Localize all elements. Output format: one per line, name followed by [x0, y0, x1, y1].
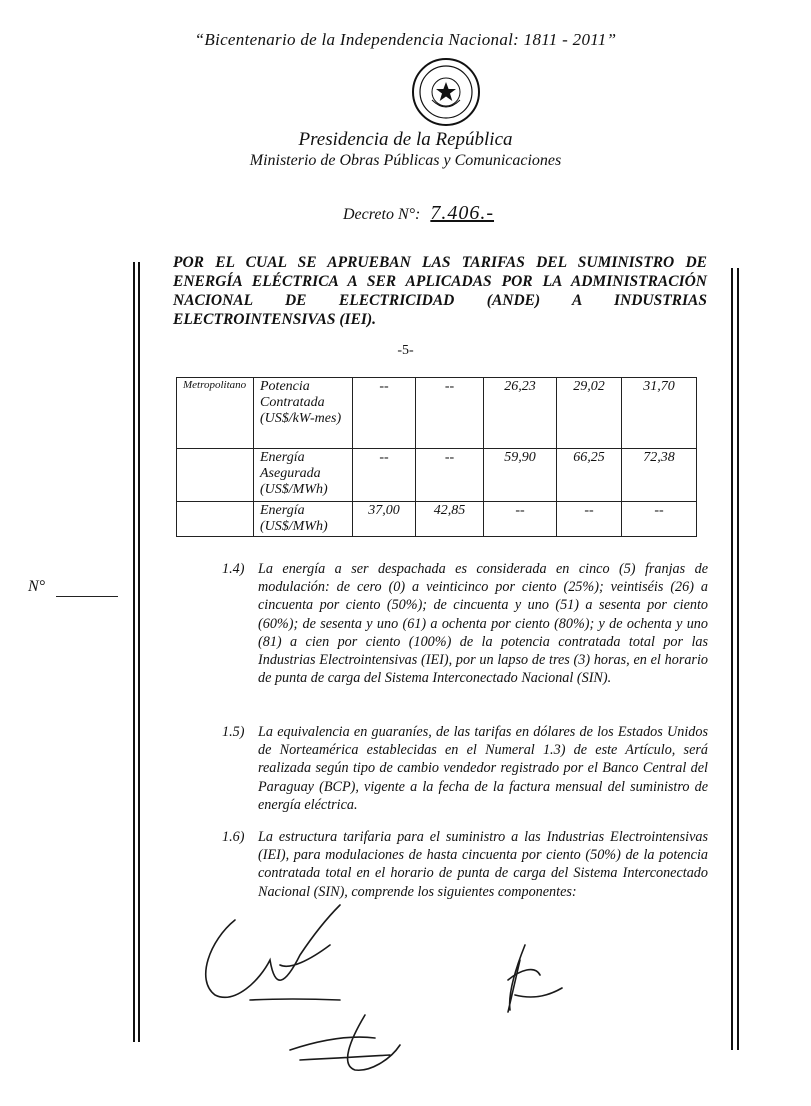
signature-bottom — [290, 1015, 400, 1070]
table-row — [177, 449, 697, 502]
table-cell-value: 66,25 — [557, 449, 622, 502]
ministerio-heading: Ministerio de Obras Públicas y Comunicaciones — [249, 152, 562, 169]
item-number: 1.4) — [222, 561, 245, 577]
table-cell-value: 29,02 — [557, 378, 622, 449]
page-number: -5- — [397, 343, 414, 358]
signature-left — [206, 905, 340, 997]
table-cell-region — [177, 449, 254, 502]
table-cell-value: -- — [484, 502, 557, 537]
table-cell-value: 37,00 — [353, 502, 416, 537]
left-margin-rule — [133, 262, 135, 1042]
right-margin-rule — [737, 268, 739, 1050]
table-cell-region — [177, 502, 254, 537]
table-cell-value: 59,90 — [484, 449, 557, 502]
decreto-label: Decreto N°: — [343, 206, 421, 223]
signature-right — [508, 945, 562, 1012]
signatures-drawing — [190, 900, 610, 1090]
item-text: La equivalencia en guaraníes, de las tarifas en dólares de los Estados Unidos de Norteamérica establecidas en el Numeral 1.3) de este Artículo, será realizada según tipo de cambio vendedor registrado por el Banco Central del Paraguay (BCP), vigente a la fecha de la factura mensual del suministro de energía eléctrica. — [258, 724, 708, 813]
signature-underline — [250, 999, 340, 1000]
table-row — [177, 502, 697, 537]
item-number: 1.6) — [222, 829, 245, 845]
table-cell-value: 42,85 — [416, 502, 484, 537]
decreto-number: 7.406.- — [430, 202, 495, 224]
right-margin-rule — [731, 268, 733, 1050]
table-cell-item: Potencia Contratada (US$/kW-mes) — [254, 378, 353, 449]
tariff-table — [176, 377, 697, 537]
table-row — [177, 378, 697, 449]
table-cell-value: 72,38 — [622, 449, 697, 502]
table-cell-item: Energía (US$/MWh) — [254, 502, 353, 537]
list-item — [222, 560, 708, 687]
presidencia-heading: Presidencia de la República — [298, 129, 513, 150]
table-cell-region: Metropolitano — [177, 378, 254, 449]
document-title: POR EL CUAL SE APRUEBAN LAS TARIFAS DEL SUMINISTRO DE ENERGÍA ELÉCTRICA A SER APLICADAS POR LA ADMINISTRACIÓN NACIONAL DE ELECTRICIDAD (ANDE) A INDUSTRIAS ELECTROINTENSIVAS (IEI). — [173, 254, 707, 328]
item-text: La energía a ser despachada es considerada en cinco (5) franjas de modulación: de cero (0) a veinticinco por ciento (25%); veintiséis (26) a cincuenta por ciento (50%); de cincuenta y uno (51) a sesenta por ciento (60%); de sesenta y uno (61) a ochenta por ciento (80%); y de ochenta y uno (81) a cien por ciento (100%) de la potencia contratada total por las Industrias Electrointensivas (IEI), por un lapso de tres (3) horas, en el horario de punta de carga del Sistema Interconectado Nacional (SIN). — [258, 561, 708, 687]
table-cell-item: Energía Asegurada (US$/MWh) — [254, 449, 353, 502]
table-cell-value: 26,23 — [484, 378, 557, 449]
table-cell-value: -- — [416, 449, 484, 502]
header-motto: “Bicentenario de la Independencia Nacional: 1811 - 2011” — [194, 30, 617, 49]
table-cell-value: -- — [416, 378, 484, 449]
table-cell-value: -- — [353, 378, 416, 449]
national-seal-icon — [410, 56, 482, 128]
list-item — [222, 828, 708, 901]
margin-number-line — [56, 596, 118, 597]
table-cell-value: -- — [353, 449, 416, 502]
table-cell-value: -- — [557, 502, 622, 537]
left-margin-rule — [138, 262, 140, 1042]
item-number: 1.5) — [222, 724, 245, 740]
margin-number-mark: N° — [28, 578, 46, 595]
table-cell-value: 31,70 — [622, 378, 697, 449]
table-cell-value: -- — [622, 502, 697, 537]
list-item — [222, 723, 708, 814]
item-text: La estructura tarifaria para el suministro a las Industrias Electrointensivas (IEI), para modulaciones de hasta cincuenta por ciento (50%) de la potencia contratada total en el horario de punta de carga del Sistema Interconectado Nacional (SIN), comprende los siguientes componentes: — [258, 829, 708, 900]
decreto-line — [343, 202, 494, 225]
